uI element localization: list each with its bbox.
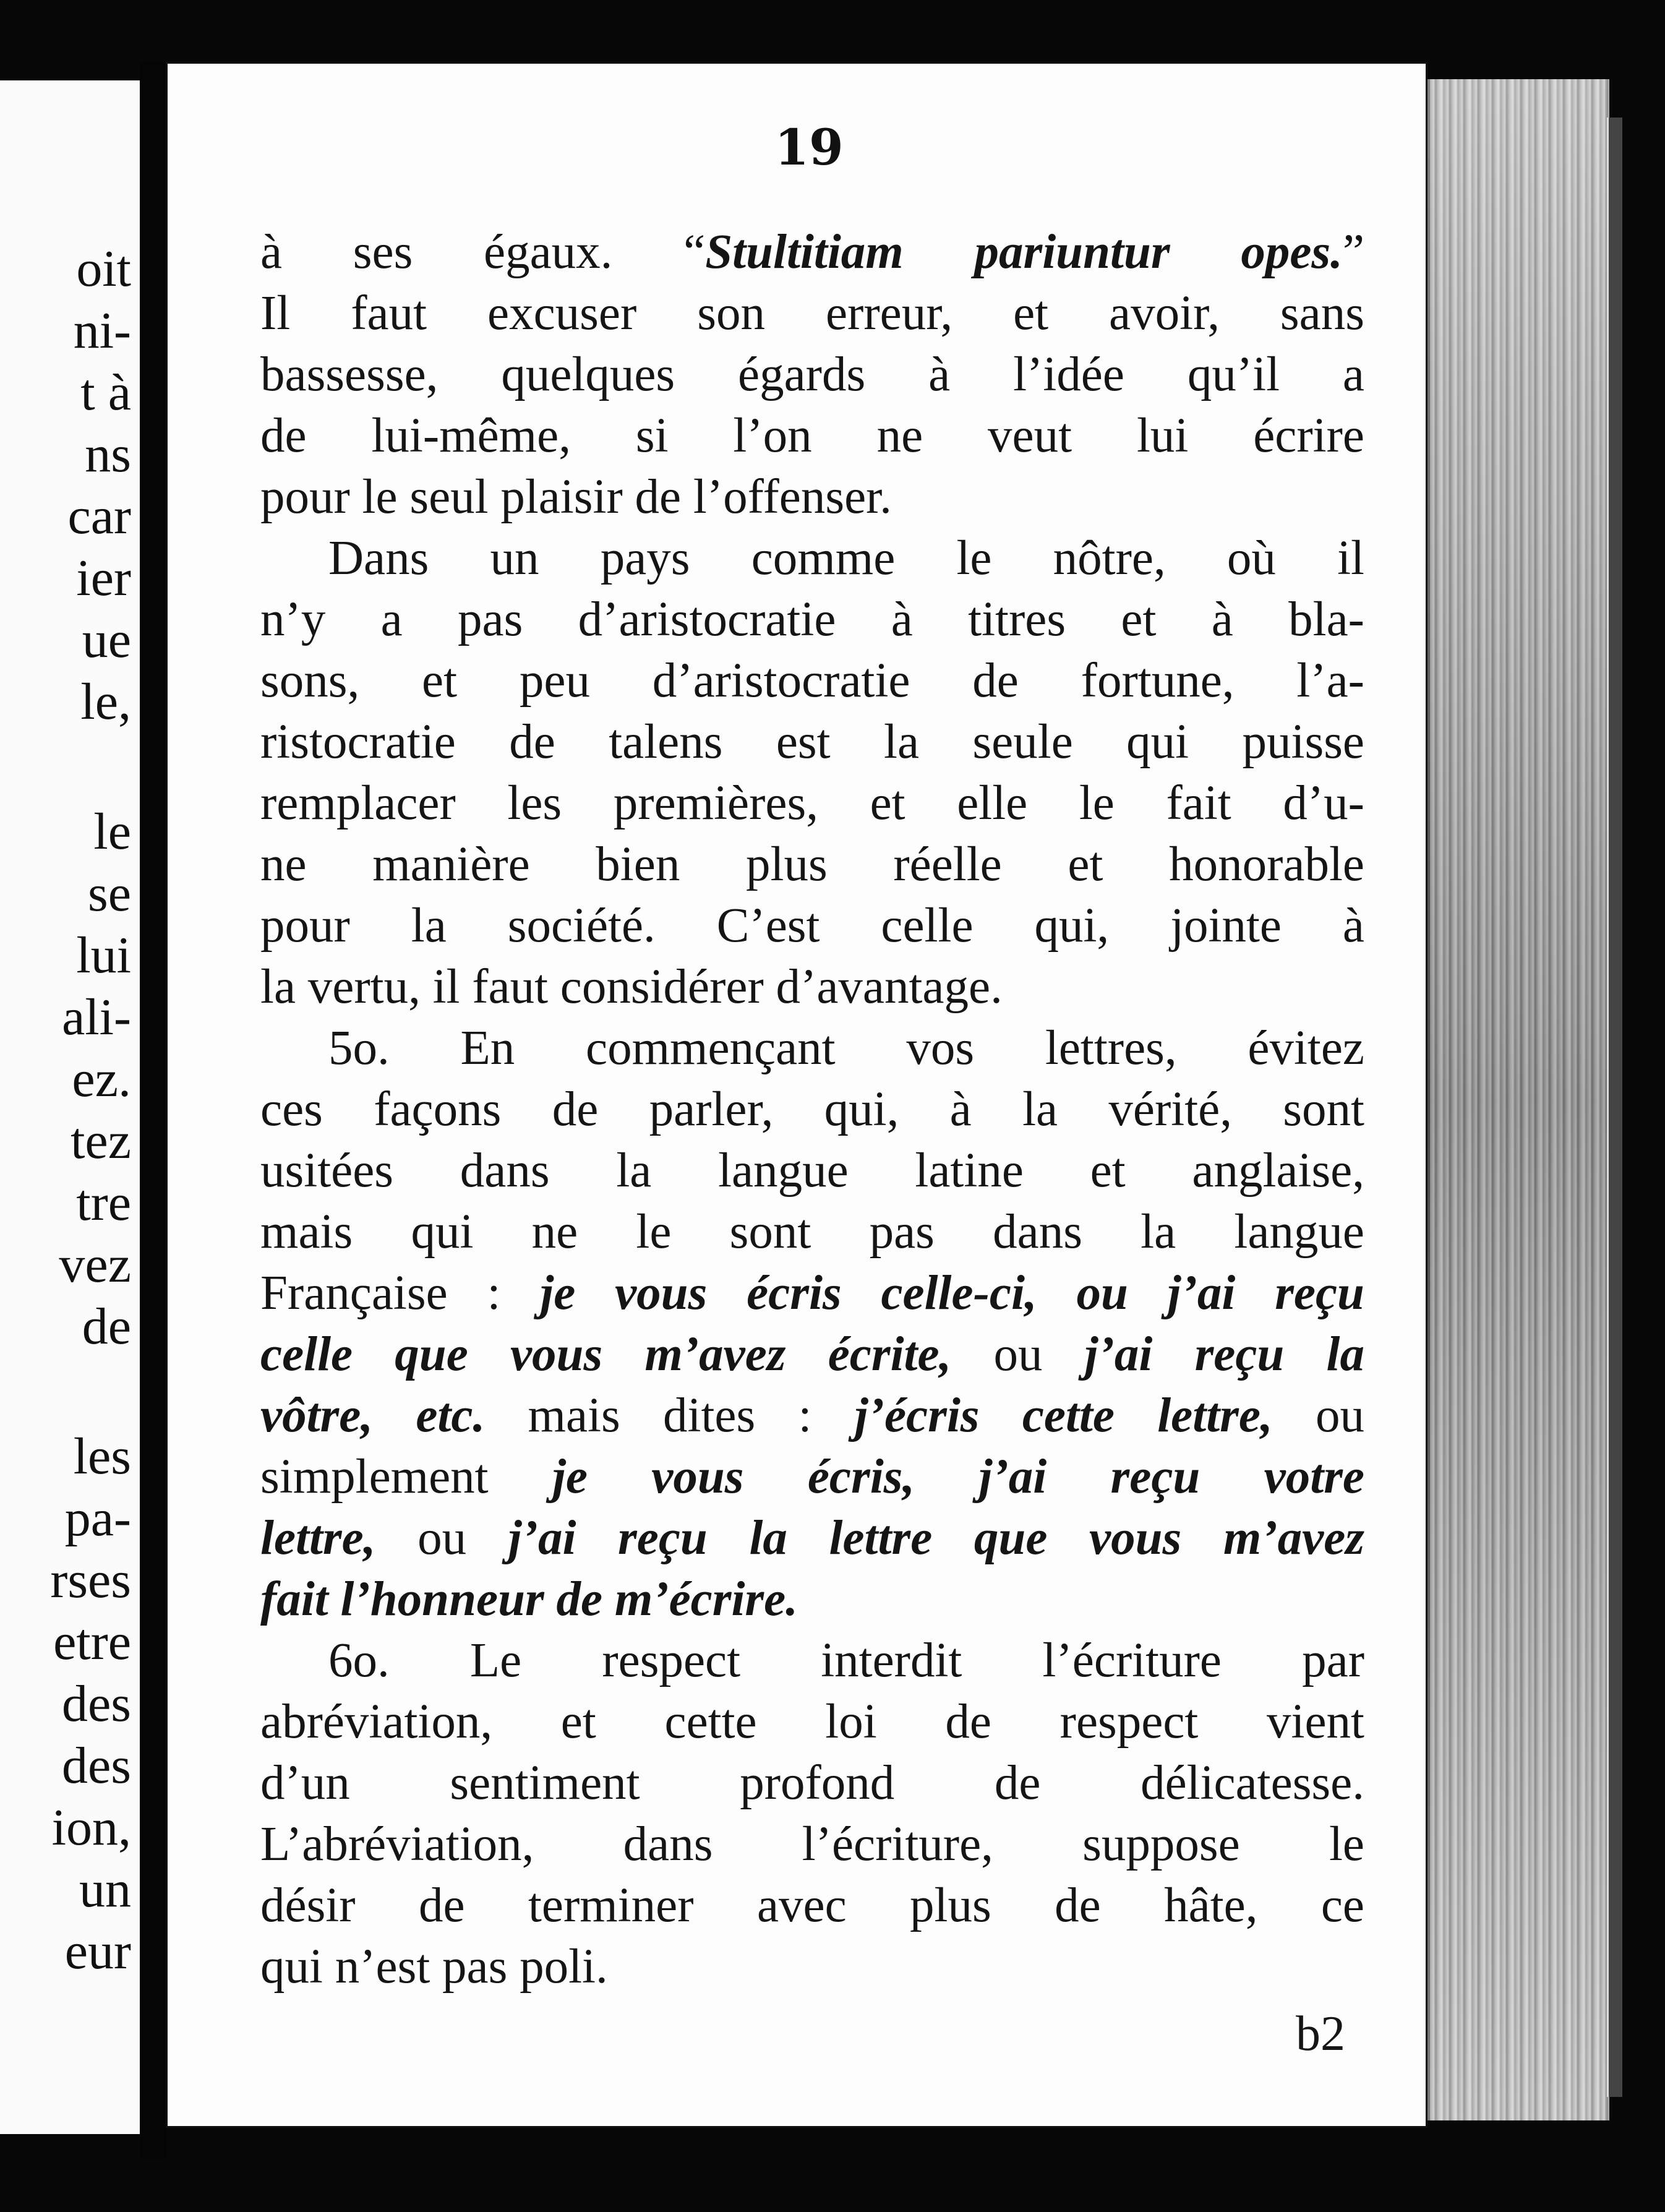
facing-page-fragment: ali-	[62, 988, 131, 1046]
text-segment: pour le seul plaisir de l’offenser.	[260, 470, 892, 524]
text-line	[260, 1324, 1364, 1385]
italic-segment: fait l’honneur de m’écrire.	[260, 1572, 798, 1626]
page-edges-shade	[1427, 79, 1607, 2120]
facing-page-text-fragments	[1, 238, 131, 1983]
text-line	[260, 466, 1364, 528]
page-body-text	[260, 221, 1364, 1997]
text-line	[260, 1446, 1364, 1507]
text-line	[260, 221, 1364, 283]
text-line	[260, 834, 1364, 895]
italic-segment: j’écris cette lettre,	[854, 1389, 1273, 1443]
text-segment: ristocratie de talens est la seule qui puisse	[260, 715, 1364, 769]
text-segment: usitées dans la langue latine et anglaise,	[260, 1144, 1364, 1198]
text-line	[260, 405, 1364, 466]
text-segment: de lui-même, si l’on ne veut lui écrire	[260, 409, 1364, 463]
facing-page-fragment: rses	[50, 1551, 131, 1609]
facing-page-fragment	[1, 1358, 131, 1426]
text-line	[260, 1507, 1364, 1569]
text-line	[260, 589, 1364, 650]
text-segment: la vertu, il faut considérer d’avantage.	[260, 960, 1003, 1014]
text-segment: mais dites :	[485, 1389, 855, 1443]
facing-page-left	[0, 80, 142, 2134]
text-segment: ”	[1342, 225, 1364, 279]
text-segment: sons, et peu d’aristocratie de fortune, l’a-	[260, 654, 1364, 708]
text-segment: ces façons de parler, qui, à la vérité, sont	[260, 1082, 1364, 1136]
italic-segment: vôtre, etc.	[260, 1389, 486, 1443]
page-number: 19	[774, 118, 844, 176]
text-line	[260, 283, 1364, 344]
text-segment: 5o. En commençant vos lettres, évitez	[328, 1021, 1364, 1075]
book-page	[166, 62, 1427, 2128]
facing-page-fragment: lui	[76, 927, 131, 984]
text-line	[260, 1385, 1364, 1446]
text-line	[260, 650, 1364, 711]
facing-page-fragment: ns	[85, 426, 131, 483]
facing-page-fragment: car	[67, 487, 131, 545]
text-line	[260, 1630, 1364, 1691]
text-segment: ou	[951, 1327, 1085, 1381]
text-line	[260, 1814, 1364, 1875]
text-line	[260, 1752, 1364, 1814]
text-segment: ou	[1272, 1389, 1364, 1443]
facing-page-fragment: ue	[82, 611, 131, 669]
facing-page-fragment: vez	[59, 1236, 131, 1293]
text-line	[260, 711, 1364, 773]
facing-page-fragment: pa-	[64, 1490, 131, 1547]
text-line	[260, 1262, 1364, 1324]
text-segment: Française :	[260, 1266, 541, 1320]
text-segment: bassesse, quelques égards à l’idée qu’il a	[260, 348, 1364, 401]
facing-page-fragment: les	[73, 1428, 131, 1485]
text-segment: n’y a pas d’aristocratie à titres et à bla-	[260, 593, 1364, 646]
text-segment: L’abréviation, dans l’écriture, suppose le	[260, 1817, 1364, 1871]
text-line	[260, 1018, 1364, 1079]
facing-page-fragment: etre	[53, 1613, 131, 1671]
facing-page-fragment: ier	[76, 549, 131, 607]
italic-segment: j’ai reçu la lettre que vous m’avez	[508, 1511, 1364, 1565]
book-gutter	[140, 62, 167, 2159]
text-line	[260, 1875, 1364, 1936]
text-segment: Dans un pays comme le nôtre, où il	[328, 531, 1364, 585]
facing-page-fragment: ion,	[51, 1799, 131, 1856]
facing-page-fragment: le	[93, 803, 131, 860]
facing-page-fragment: oit	[76, 240, 131, 298]
signature-mark: b2	[1296, 2007, 1345, 2061]
facing-page-fragment: ez.	[72, 1050, 131, 1108]
facing-page-fragment: un	[79, 1861, 131, 1918]
text-segment: à ses égaux. “	[260, 225, 706, 279]
text-segment: ou	[375, 1511, 508, 1565]
italic-segment: je vous écris, j’ai reçu votre	[552, 1450, 1364, 1504]
text-segment: abréviation, et cette loi de respect vient	[260, 1695, 1364, 1749]
text-segment: remplacer les premières, et elle le fait d’u-	[260, 776, 1364, 830]
text-line	[260, 1691, 1364, 1752]
text-segment: Il faut excuser son erreur, et avoir, sans	[260, 286, 1364, 340]
text-line	[260, 528, 1364, 589]
text-segment: simplement	[260, 1450, 552, 1504]
facing-page-fragment: se	[88, 865, 131, 922]
text-line	[260, 1140, 1364, 1201]
book-cover-edge	[1607, 118, 1622, 2097]
facing-page-fragment: ni-	[73, 302, 131, 359]
text-line	[260, 1201, 1364, 1262]
facing-page-fragment: des	[62, 1675, 131, 1733]
text-line	[260, 895, 1364, 956]
text-line	[260, 344, 1364, 405]
facing-page-fragment	[1, 733, 131, 801]
text-segment: mais qui ne le sont pas dans la langue	[260, 1205, 1364, 1259]
text-segment: qui n’est pas poli.	[260, 1940, 608, 1994]
text-line	[260, 1936, 1364, 1997]
text-line	[260, 773, 1364, 834]
italic-segment: lettre,	[260, 1511, 376, 1565]
facing-page-fragment: de	[82, 1298, 131, 1355]
facing-page-fragment: le,	[80, 673, 131, 731]
text-segment: d’un sentiment profond de délicatesse.	[260, 1756, 1364, 1810]
italic-segment: j’ai reçu la	[1084, 1327, 1365, 1381]
text-line	[260, 956, 1364, 1018]
facing-page-fragment: tre	[76, 1174, 131, 1232]
facing-page-fragment: tez	[71, 1112, 131, 1170]
text-segment: pour la société. C’est celle qui, jointe à	[260, 899, 1364, 953]
text-segment: ne manière bien plus réelle et honorable	[260, 838, 1364, 891]
text-line	[260, 1079, 1364, 1140]
facing-page-fragment: des	[62, 1737, 131, 1794]
facing-page-fragment: eur	[64, 1923, 131, 1980]
italic-segment: je vous écris celle-ci, ou j’ai reçu	[540, 1266, 1364, 1320]
text-segment: 6o. Le respect interdit l’écriture par	[328, 1634, 1364, 1687]
text-segment: désir de terminer avec plus de hâte, ce	[260, 1879, 1364, 1932]
italic-segment: Stultitiam pariuntur opes.	[705, 225, 1343, 279]
italic-segment: celle que vous m’avez écrite,	[260, 1327, 952, 1381]
text-line	[260, 1569, 1364, 1630]
facing-page-fragment: t à	[80, 364, 131, 421]
